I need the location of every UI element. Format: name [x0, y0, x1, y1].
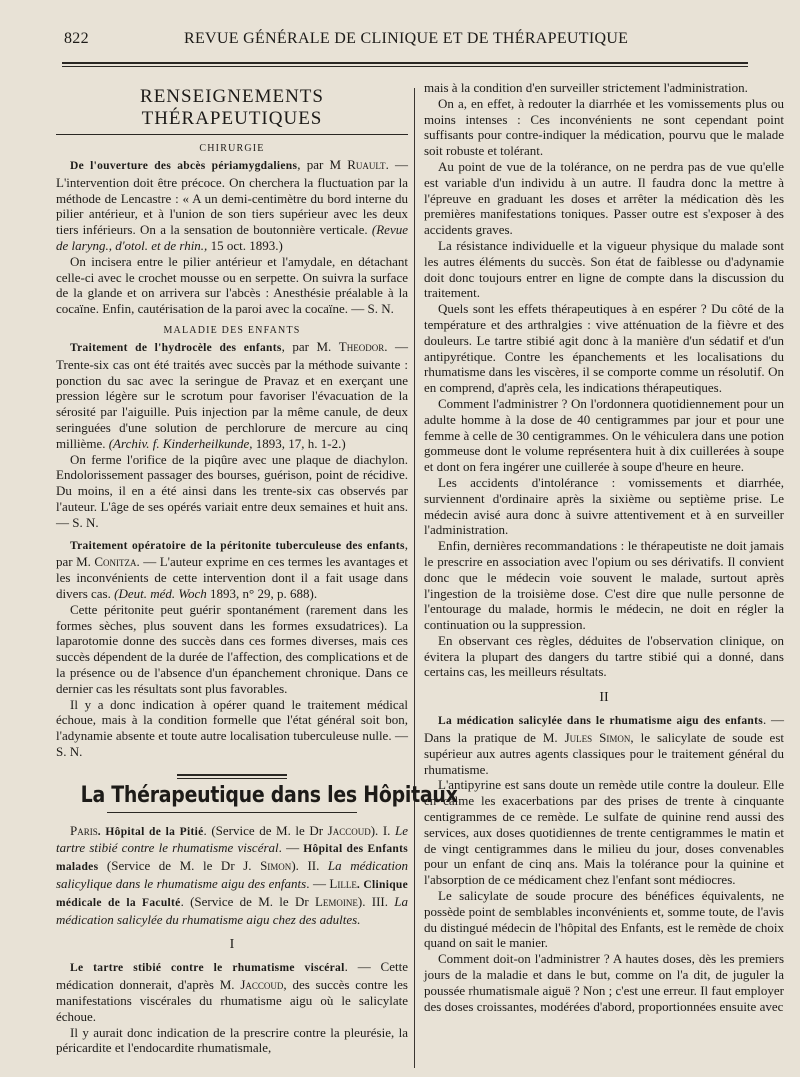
article-title: Traitement de l'hydrocèle des enfants [70, 341, 282, 354]
article-reference: (Revue de laryng., d'otol. et de rhin., [56, 222, 408, 253]
article-author: Ruault [347, 157, 386, 172]
article-title: Le tartre stibié contre le rhumatisme viscéral [70, 962, 345, 975]
hospital-summary: Paris. Hôpital de la Pitié. (Service de M. le Dr Jaccoud). I. Le tartre stibié contre le rhumatisme viscéral. — Hôpital des Enfants malades (Service de M. le Dr J. Simon). II. La médication salicylique dans le rhumatisme aigu des enfants. — Lille. Clinique médicale de la Faculté. (Service de M. le Dr Lemoine). III. La médication salicylée du rhumatisme aigu chez des adultes. [56, 822, 408, 927]
article-peritonite: Traitement opératoire de la péritonite tuberculeuse des enfants, par M. Conitza. — L'auteur exprime en ces termes les avantages et les inconvénients de cette intervention dont il a fait usage dans divers cas. (Deut. méd. Woch 1893, n° 29, p. 688). [56, 536, 408, 601]
paragraph: On ferme l'orifice de la piqûre avec une plaque de diachylon. Endolorissement passager des bourses, guérison, point de récidive. Du moins, il en a été ainsi dans les trente-six cas observés par l'auteur. L'âge de ses opérés variait entre deux semaines et huit ans. — S. N. [56, 451, 408, 530]
article-title: La médication salicylée dans le rhumatisme aigu des enfants [438, 715, 763, 728]
rubric-maladie-enfants: MALADIE DES ENFANTS [163, 324, 301, 336]
article-abces: De l'ouverture des abcès périamygdaliens, par M Ruault. — L'intervention doit être précoce. On cherchera la fluctuation par la méthode de Lencastre : « A un demi-centimètre du bord interne du pilier antérieur, et à l'union de son tiers supérieur avec les deux tiers inférieurs. On a la sensation de boutonnière verticale. (Revue de laryng., d'otol. et de rhin., 15 oct. 1893.) [56, 157, 408, 253]
left-column [56, 80, 458, 1070]
paragraph: Comment l'administrer ? On l'ordonnera quotidiennement pour un adulte homme à la dose de 40 centigrammes par jour et pour une femme à celle de 30 centigrammes. On le véhiculera dans une potion gommeuse dont le volume représentera huit à dix cuillerées à soupe et dont on fera ingérer une cuillerée à soupe d'heure en heure. [424, 395, 784, 475]
section-title: RENSEIGNEMENTS THÉRAPEUTIQUES [56, 86, 408, 135]
running-title: REVUE GÉNÉRALE DE CLINIQUE ET DE THÉRAPEUTIQUE [184, 30, 629, 47]
page-number: 822 [64, 30, 89, 47]
column-separator [414, 88, 415, 1068]
article-reference: (Deut. méd. Woch [114, 585, 207, 601]
ornament-rule-thin [177, 778, 287, 779]
paragraph: On incisera entre le pilier antérieur et l'amydale, en détachant celle-ci avec le crochet mousse ou en serpette. On suivra la surface de la glande et on arrivera sur l'abcès : Anesthésie préalable à la cocaïne. Enfin, cautérisation de la paroi avec la cocaïne. — S. N. [56, 253, 408, 317]
article-title: De l'ouverture des abcès périamygdaliens [70, 160, 298, 172]
header-rule [62, 62, 748, 64]
hospitals-title: La Thérapeutique dans les Hôpitaux [80, 782, 458, 808]
paragraph: L'antipyrine est sans doute un remède utile contre la douleur. Elle en calme les exacerbations par des prises de trente à cinquante centigrammes de ce remède. Le sulfate de quinine rend aussi des services, aux doses quotidiennes de trente centigrammes le matin et de vingt centigrammes dans le milieu du jour, doses convenables pour un enfant de cinq ans. Mais la tolérance pour la quinine et l'absorption de ce médicament chez l'enfant sont médiocres. [424, 777, 784, 888]
article-author: Conitza [94, 554, 137, 570]
right-column [424, 80, 784, 1070]
article-salicylee: La médication salicylée dans le rhumatisme aigu des enfants. — Dans la pratique de M. Jules Simon, le salicylate de soude est supérieur aux autres agents classiques pour le traitement général du rhumatisme. [424, 712, 784, 777]
paragraph: En observant ces règles, déduites de l'observation clinique, on évitera la plupart des dangers du tartre stibié qui a donné, dans certains cas, les meilleurs résultats. [424, 632, 784, 680]
title-ornament [56, 774, 458, 813]
section-number: II [599, 690, 609, 706]
article-author: Jules Simon [564, 730, 631, 746]
paragraph: Il y aurait donc indication de la prescrire contre la pleurésie, la péricardite et l'endocardite rhumatismale, [56, 1024, 408, 1056]
paragraph: Quels sont les effets thérapeutiques à en espérer ? Du côté de la température et des arthralgies : vive atténuation de la fièvre et des douleurs. Le tartre stibié agit donc à la manière d'un sédatif et d'un antipyrétique. Contre les épanchements et les localisations du rhumatisme dans les viscères, il se comporte comme un résolutif. On en comprend, d'après cela, les indications thérapeutiques. [424, 301, 784, 396]
paragraph: Enfin, dernières recommandations : le thérapeutiste ne doit jamais le prescrire en association avec l'opium ou ses dérivatifs. Il convient donc que le médecin voie souvent le malade, surtout après l'ingestion de la troisième dose. C'est dire que nulle personne de l'entourage du malade, hormis le médecin, ne doit en régler la continuation ou la suppression. [424, 538, 784, 633]
paragraph: Il y a donc indication à opérer quand le traitement médical échoue, mais à la condition formelle que l'état général soit bon, l'adynamie absente et toute autre localisation tuberculeuse nulle. — S. N. [56, 696, 408, 759]
paragraph: On a, en effet, à redouter la diarrhée et les vomissements plus ou moins intenses : Ces inconvénients ne sont cependant point suffisants pour contre-indiquer la médication, pourvu que le malade soit robuste et tolérant. [424, 95, 784, 159]
paragraph: Au point de vue de la tolérance, on ne perdra pas de vue qu'elle est variable d'un individu à un autre. Il faudra donc la mettre à l'épreuve en graduant les doses et arrêter la médication dès les premières manifestations toniques. Passer outre est s'exposer à des accidents graves. [424, 158, 784, 238]
rubric-chirurgie: CHIRURGIE [199, 143, 265, 154]
paragraph: Le salicylate de soude procure des bénéfices équivalents, ne possède point de semblables inconvénients et, somme toute, de l'avis du distingué médecin de l'hôpital des Enfants, est le remède de choix quand on sait le manier. [424, 888, 784, 951]
title-underline [107, 812, 357, 813]
ornament-rule [177, 774, 287, 776]
running-header [64, 30, 744, 52]
header-rule-thin [62, 66, 748, 67]
section-number: I [229, 937, 235, 953]
article-tartre: Le tartre stibié contre le rhumatisme viscéral. — Cette médication donnerait, d'après M. Jaccoud, des succès contre les manifestations viscérales du rhumatisme aigu où le salicylate échoue. [56, 959, 408, 1024]
paragraph: Comment doit-on l'administrer ? A hautes doses, dès les premiers jours de la maladie et dans le but, comme on l'a dit, de juguler la poussée rhumatismale aiguë ? Non ; c'est une erreur. Il faut employer des doses croissantes, modérées d'abord, proportionnées ensuite avec [424, 951, 784, 1014]
paragraph: Les accidents d'intolérance : vomissements et diarrhée, surviennent d'ordinaire après la sixième ou septième prise. Le médecin avisé aura donc à suivre attentivement et à en surveiller l'administration. [424, 474, 784, 538]
article-title: Traitement opératoire de la péritonite tuberculeuse des enfants [70, 539, 405, 552]
article-author: Theodor [338, 338, 385, 354]
paragraph: La résistance individuelle et la vigueur physique du malade sont les autres éléments du succès. Son état de faiblesse ou d'adynamie doit donc toujours entrer en ligne de compte dans la discussion du traitement. [424, 237, 784, 301]
article-author: Jaccoud [240, 977, 284, 993]
article-hydrocele: Traitement de l'hydrocèle des enfants, par M. Theodor. — Trente-six cas ont été traités avec succès par la méthode suivante : ponction du sac avec la seringue de Pravaz et en exerçant une pression légère sur le scrotum pour favoriser l'évacuation de la sérosité par l'aiguille. Puis injection par la même canule, de deux seringuées d'une solution de perchlorure de mercure au cinq millième. (Archiv. f. Kinderheilkunde, 1893, 17, h. 1-2.) [56, 338, 408, 451]
article-reference: (Archiv. f. Kinderheilkunde, [108, 435, 253, 451]
paragraph: mais à la condition d'en surveiller strictement l'administration. [424, 80, 748, 95]
paragraph: Cette péritonite peut guérir spontanément (rarement dans les formes sèches, plus souvent dans les formes exsudatrices). La laparotomie donne des succès dans ces formes diverses, mais ces succès dépendent de la durée de l'affection, des complications et de la présence ou de l'absence d'un épanchement chronique. Dans ce dernier cas les résultats sont plus favorables. [56, 601, 408, 696]
